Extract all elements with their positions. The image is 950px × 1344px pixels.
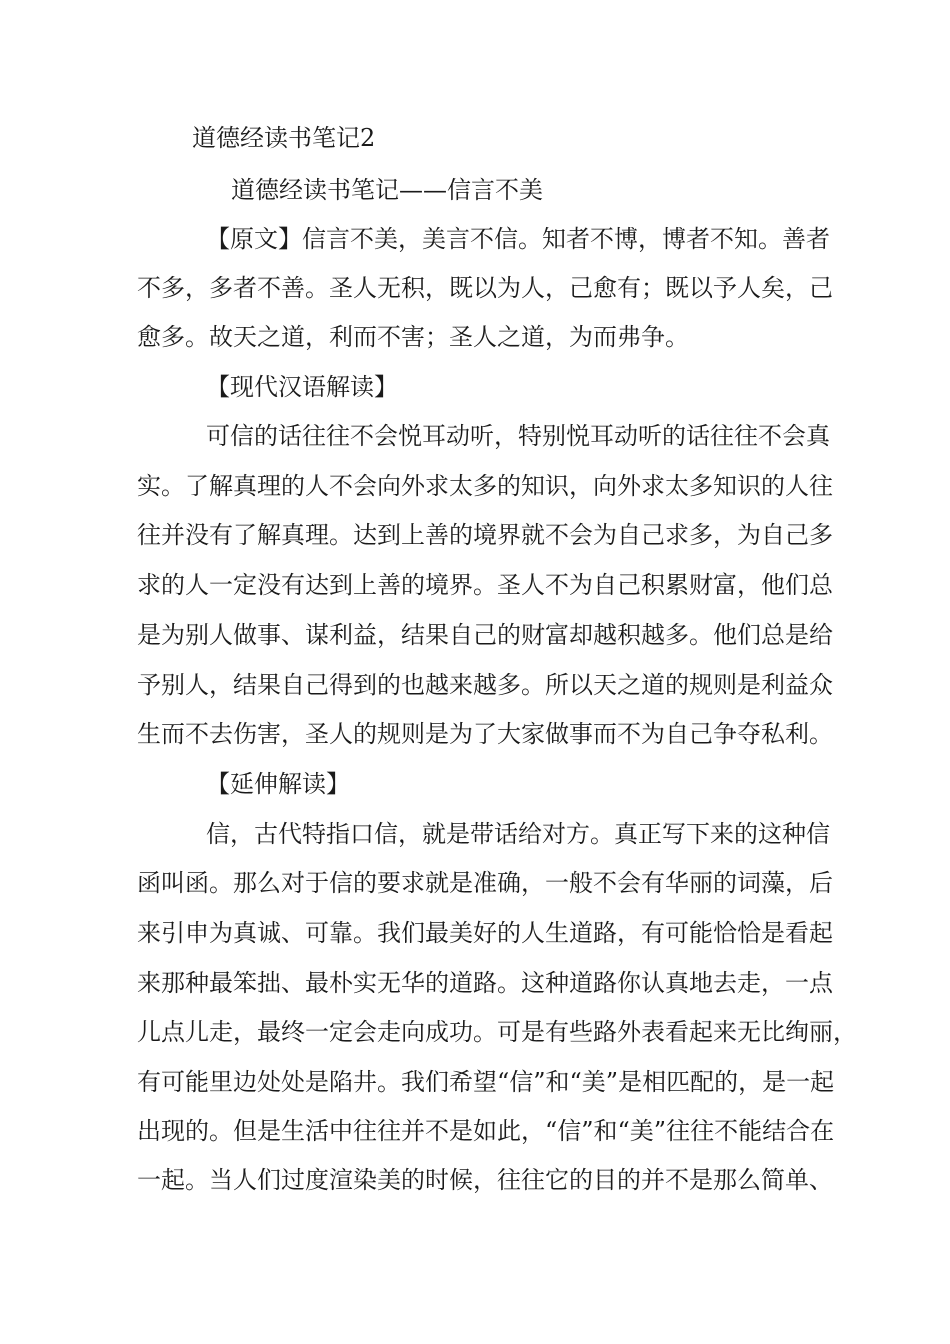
extended-line-1: 信，古代特指口信，就是带话给对方。真正写下来的这种信 <box>206 820 830 848</box>
section-heading-modern: 【现代汉语解读】 <box>206 373 398 401</box>
original-text-line-3: 愈多。故天之道，利而不害；圣人之道，为而弗争。 <box>137 323 689 351</box>
modern-line-3: 往并没有了解真理。达到上善的境界就不会为自己求多，为自己多 <box>137 521 833 549</box>
modern-line-4: 求的人一定没有达到上善的境界。圣人不为自己积累财富，他们总 <box>137 571 833 599</box>
extended-line-8: 一起。当人们过度渲染美的时候，往往它的目的并不是那么简单、 <box>137 1166 833 1194</box>
original-text-line-1: 信言不美，美言不信。知者不博，博者不知。善者 <box>302 225 830 253</box>
section-heading-original: 【原文】 <box>206 225 302 253</box>
modern-line-1: 可信的话往往不会悦耳动听，特别悦耳动听的话往往不会真 <box>206 422 830 450</box>
extended-line-5: 儿点儿走，最终一定会走向成功。可是有些路外表看起来无比绚丽， <box>137 1018 857 1046</box>
document-subtitle: 道德经读书笔记——信言不美 <box>231 176 543 204</box>
document-title: 道德经读书笔记2 <box>192 124 376 152</box>
extended-line-7: 出现的。但是生活中往往并不是如此，“信”和“美”往往不能结合在 <box>137 1117 835 1145</box>
extended-line-2: 函叫函。那么对于信的要求就是准确，一般不会有华丽的词藻，后 <box>137 869 833 897</box>
modern-line-2: 实。了解真理的人不会向外求太多的知识，向外求太多知识的人往 <box>137 472 833 500</box>
original-text-line-2: 不多，多者不善。圣人无积，既以为人，己愈有；既以予人矣，己 <box>137 274 833 302</box>
extended-line-4: 来那种最笨拙、最朴实无华的道路。这种道路你认真地去走，一点 <box>137 969 833 997</box>
modern-line-5: 是为别人做事、谋利益，结果自己的财富却越积越多。他们总是给 <box>137 621 833 649</box>
modern-line-6: 予别人，结果自己得到的也越来越多。所以天之道的规则是利益众 <box>137 671 833 699</box>
modern-line-7: 生而不去伤害，圣人的规则是为了大家做事而不为自己争夺私利。 <box>137 720 833 748</box>
original-text-line <box>206 224 830 254</box>
extended-line-3: 来引申为真诚、可靠。我们最美好的人生道路，有可能恰恰是看起 <box>137 919 833 947</box>
extended-line-6: 有可能里边处处是陷井。我们希望“信”和“美”是相匹配的，是一起 <box>137 1068 835 1096</box>
section-heading-extended: 【延伸解读】 <box>206 770 350 798</box>
